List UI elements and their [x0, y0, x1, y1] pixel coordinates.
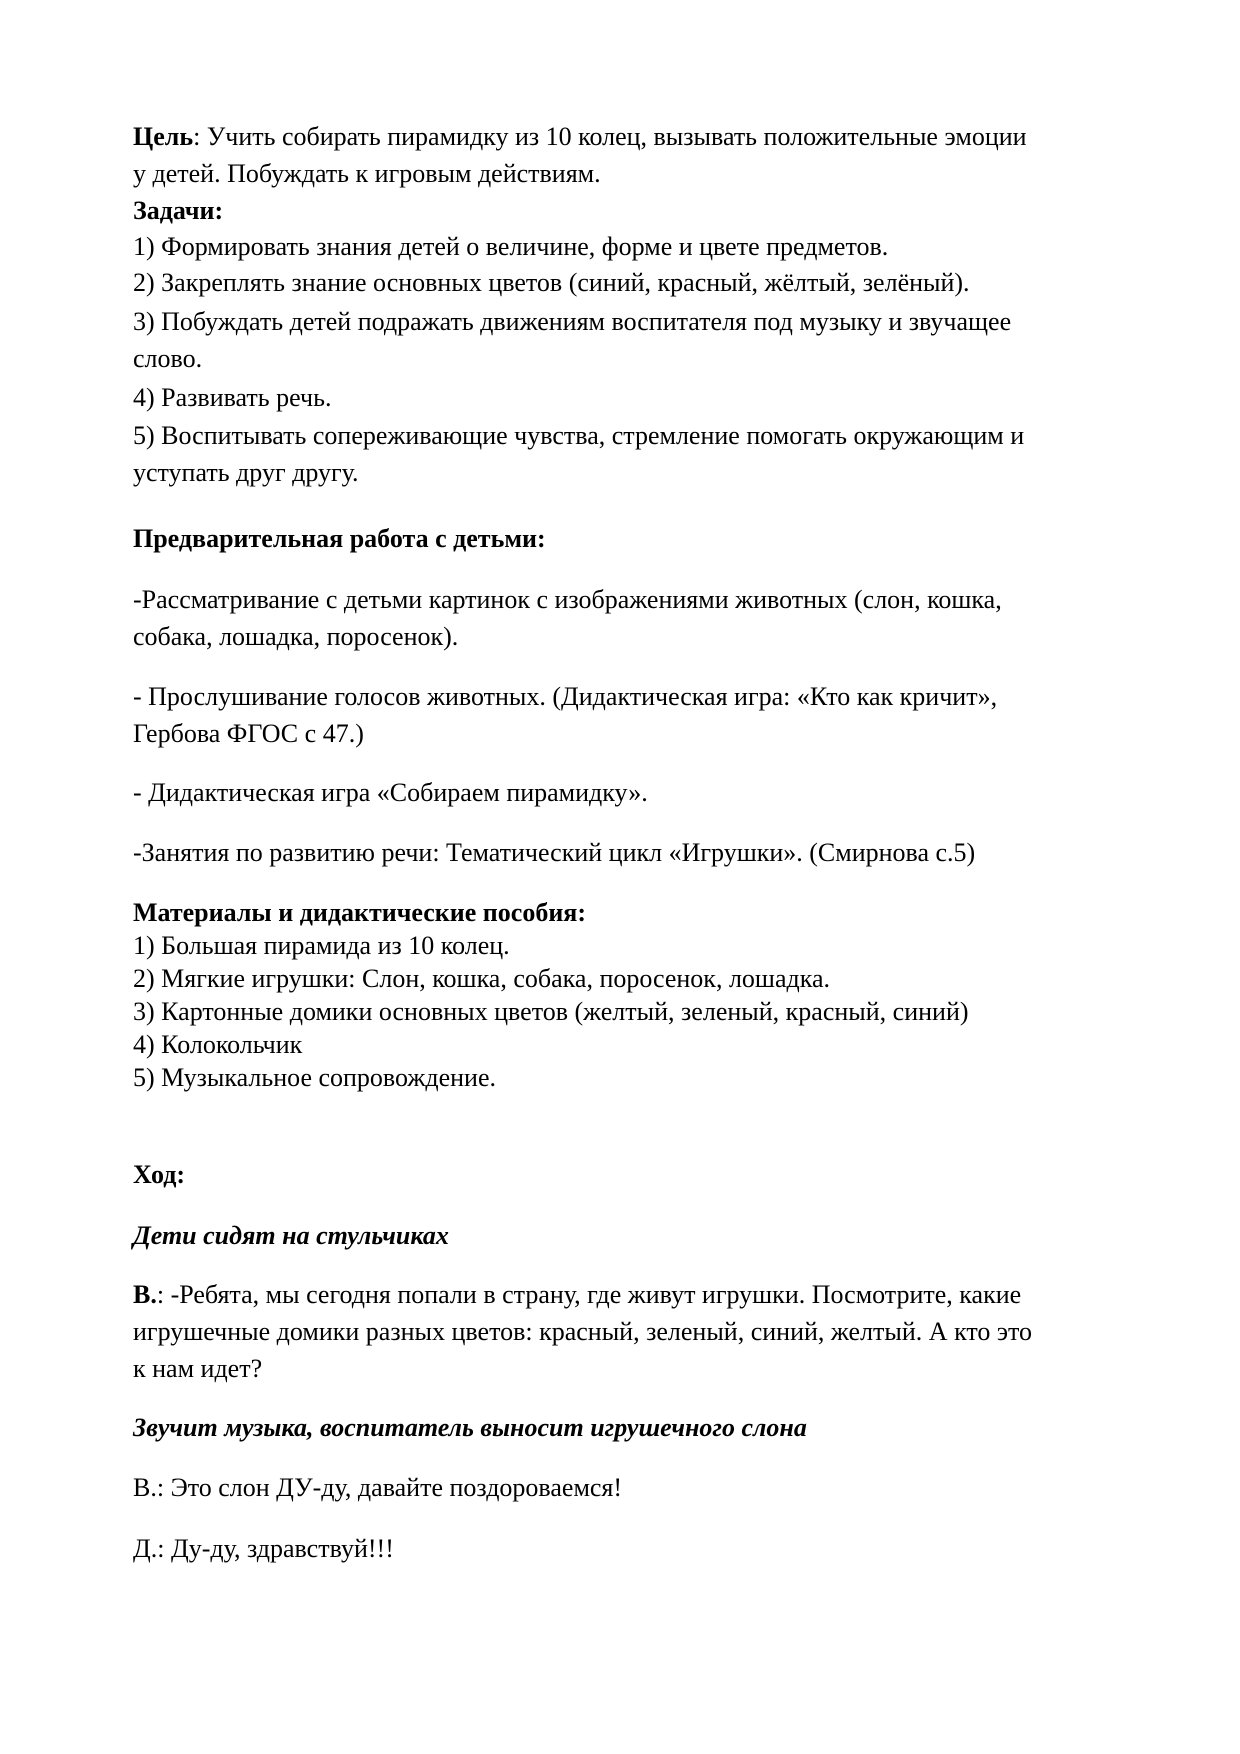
prelim-item-3: - Дидактическая игра «Собираем пирамидку».: [133, 778, 648, 807]
materials-heading: Материалы и дидактические пособия:: [133, 898, 587, 927]
prelim-item-4: -Занятия по развитию речи: Тематический цикл «Игрушки». (Смирнова с.5): [133, 838, 976, 867]
material-line-3: 3) Картонные домики основных цветов (желтый, зеленый, красный, синий): [133, 997, 969, 1026]
teacher-speaker-label: В.: [133, 1280, 157, 1309]
task-line-2: 2) Закреплять знание основных цветов (синий, красный, жёлтый, зелёный).: [133, 268, 970, 297]
teacher-line-3: к нам идет?: [133, 1354, 263, 1383]
prelim-item-2-line-1: - Прослушивание голосов животных. (Дидактическая игра: «Кто как кричит»,: [133, 682, 998, 711]
prelim-item-2-line-2: Гербова ФГОС с 47.): [133, 719, 364, 748]
task-line-5: 4) Развивать речь.: [133, 383, 332, 412]
stage-direction-1: Дети сидят на стульчиках: [133, 1221, 449, 1250]
teacher-speech-1: : -Ребята, мы сегодня попали в страну, где живут игрушки. Посмотрите, какие: [156, 1280, 1022, 1309]
task-line-3: 3) Побуждать детей подражать движениям воспитателя под музыку и звучащее: [133, 307, 1012, 336]
material-line-1: 1) Большая пирамида из 10 колец.: [133, 931, 510, 960]
teacher-line-1: [133, 1277, 1143, 1313]
task-line-7: уступать друг другу.: [133, 458, 359, 487]
course-heading: Ход:: [133, 1160, 186, 1189]
goal-text-1: : Учить собирать пирамидку из 10 колец, вызывать положительные эмоции: [193, 122, 1027, 151]
prelim-item-1-line-2: собака, лошадка, поросенок).: [133, 622, 459, 651]
goal-line-2: у детей. Побуждать к игровым действиям.: [133, 159, 601, 188]
material-line-4: 4) Колокольчик: [133, 1030, 303, 1059]
children-line-1: Д.: Ду-ду, здравствуй!!!: [133, 1534, 394, 1563]
task-line-4: слово.: [133, 344, 203, 373]
stage-direction-2: Звучит музыка, воспитатель выносит игрушечного слона: [133, 1413, 807, 1442]
material-line-2: 2) Мягкие игрушки: Слон, кошка, собака, поросенок, лошадка.: [133, 964, 830, 993]
material-line-5: 5) Музыкальное сопровождение.: [133, 1063, 496, 1092]
goal-label: Цель: [133, 122, 194, 151]
teacher-line-4: В.: Это слон ДУ-ду, давайте поздороваемся!: [133, 1473, 623, 1502]
task-line-1: 1) Формировать знания детей о величине, форме и цвете предметов.: [133, 232, 889, 261]
task-line-6: 5) Воспитывать сопереживающие чувства, стремление помогать окружающим и: [133, 421, 1025, 450]
tasks-heading: Задачи:: [133, 196, 224, 225]
teacher-line-2: игрушечные домики разных цветов: красный, зеленый, синий, желтый. А кто это: [133, 1317, 1033, 1346]
prelim-heading: Предварительная работа с детьми:: [133, 524, 546, 553]
prelim-item-1-line-1: -Рассматривание с детьми картинок с изображениями животных (слон, кошка,: [133, 585, 1002, 614]
goal-line-1: [133, 119, 1143, 155]
